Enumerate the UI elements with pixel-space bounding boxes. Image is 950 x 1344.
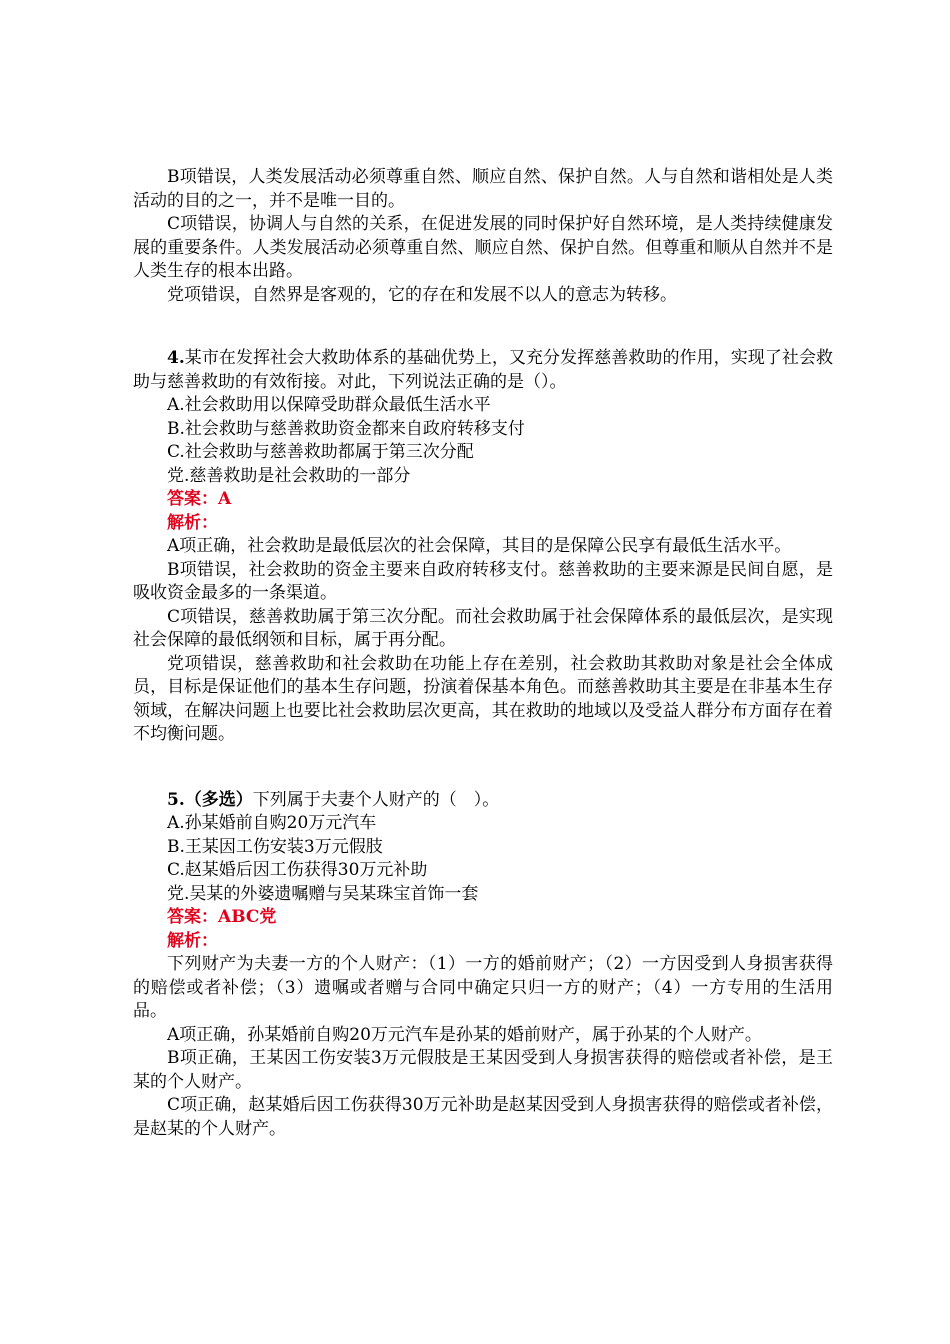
intro-section (133, 166, 833, 307)
question-4-analysis-label: 解析： (167, 512, 218, 533)
question-5-text: 下列属于夫妻个人财产的（ ）。 (252, 789, 500, 810)
document-content (133, 166, 833, 1141)
question-4-option-b: B.社会救助与慈善救助资金都来自政府转移支付 (167, 418, 525, 439)
question-4-text: 某市在发挥社会大救助体系的基础优势上，又充分发挥慈善救助的作用，实现了社会救助与慈善救助的有效衔接。对此，下列说法正确的是（）。 (133, 348, 833, 392)
question-4-option-d: 党.慈善救助是社会救助的一部分 (167, 465, 411, 486)
intro-paragraph-b: B项错误，人类发展活动必须尊重自然、顺应自然、保护自然。人与自然和谐相处是人类活动的目的之一，并不是唯一目的。 (133, 167, 833, 211)
question-4-number: 4. (167, 348, 185, 368)
question-5-analysis-label: 解析： (167, 930, 218, 951)
section-spacer (133, 307, 833, 347)
question-5-stem (133, 789, 833, 813)
question-5-option-a: A.孙某婚前自购20万元汽车 (167, 813, 377, 833)
question-4-option-a: A.社会救助用以保障受助群众最低生活水平 (167, 395, 491, 415)
question-4-analysis-c: C项错误，慈善救助属于第三次分配。而社会救助属于社会保障体系的最低层次，是实现社会保障的最低纲领和目标，属于再分配。 (133, 606, 833, 650)
intro-paragraph-d: 党项错误，自然界是客观的，它的存在和发展不以人的意志为转移。 (167, 284, 677, 305)
question-5-number: 5.（多选） (167, 789, 253, 810)
question-5-option-c: C.赵某婚后因工伤获得30万元补助 (167, 860, 428, 880)
question-5 (133, 789, 833, 1142)
question-4 (133, 347, 833, 747)
intro-paragraph-c: C项错误，协调人与自然的关系，在促进发展的同时保护好自然环境，是人类持续健康发展的重要条件。人类发展活动必须尊重自然、顺应自然、保护自然。但尊重和顺从自然并不是人类生存的根本出路。 (133, 214, 833, 281)
question-5-option-b: B.王某因工伤安装3万元假肢 (167, 836, 383, 857)
question-4-answer: 答案：A (167, 489, 232, 509)
question-5-analysis-c: C项正确，赵某婚后因工伤获得30万元补助是赵某因受到人身损害获得的赔偿或者补偿，是赵某的个人财产。 (133, 1095, 833, 1139)
question-5-analysis-a: A项正确，孙某婚前自购20万元汽车是孙某的婚前财产，属于孙某的个人财产。 (167, 1024, 762, 1045)
question-5-analysis-intro: 下列财产为夫妻一方的个人财产：（1）一方的婚前财产；（2）一方因受到人身损害获得的赔偿或者补偿；（3）遗嘱或者赠与合同中确定只归一方的财产；（4）一方专用的生活用品。 (133, 954, 833, 1021)
question-4-analysis-b: B项错误，社会救助的资金主要来自政府转移支付。慈善救助的主要来源是民间自愿，是吸收资金最多的一条渠道。 (133, 559, 833, 603)
question-5-option-d: 党.吴某的外婆遗嘱赠与吴某珠宝首饰一套 (167, 883, 479, 904)
question-4-stem (133, 347, 833, 394)
question-5-analysis-b: B项正确，王某因工伤安装3万元假肢是王某因受到人身损害获得的赔偿或者补偿，是王某的个人财产。 (133, 1048, 833, 1092)
question-4-option-c: C.社会救助与慈善救助都属于第三次分配 (167, 442, 474, 462)
section-spacer (133, 747, 833, 789)
question-4-analysis-a: A项正确，社会救助是最低层次的社会保障，其目的是保障公民享有最低生活水平。 (167, 536, 792, 556)
question-5-answer: 答案：ABC党 (167, 907, 277, 927)
question-4-analysis-d: 党项错误，慈善救助和社会救助在功能上存在差别，社会救助其救助对象是社会全体成员，目标是保证他们的基本生存问题，扮演着保基本角色。而慈善救助其主要是在非基本生存领域，在解决问题上也要比社会救助层次更高，其在救助的地域以及受益人群分布方面存在着不均衡问题。 (133, 653, 833, 744)
